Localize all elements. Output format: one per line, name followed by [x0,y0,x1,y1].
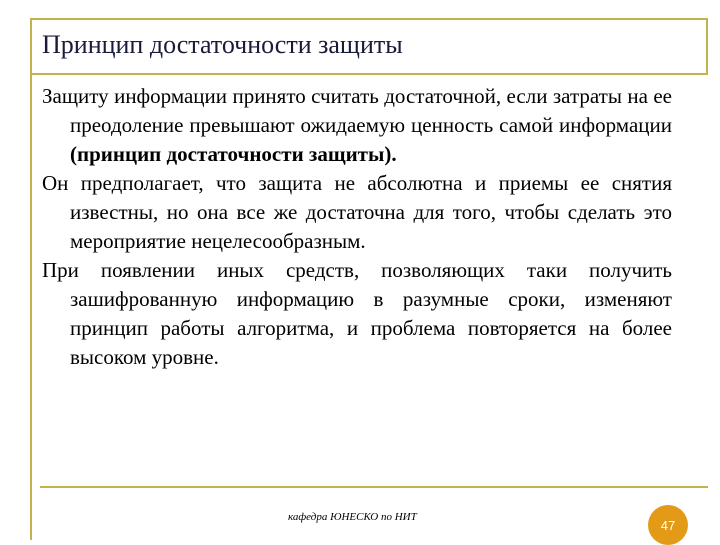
page-number-badge [648,505,688,545]
frame-right-line [706,18,708,74]
paragraph-bold-tail: . [391,142,397,166]
paragraph-new-means [42,256,672,372]
paragraph-bold-term: (принцип достаточности защиты) [70,142,392,166]
frame-left-line [30,18,32,540]
paragraph-text: При появлении иных средств, позволяющих таки получить зашифрованную информацию в разумные сроки, изменяют принцип работы алгоритма, и проблема повторяется на более высоком уровне. [42,258,672,369]
slide-title: Принцип достаточности защиты [42,30,403,59]
slide-body [42,82,672,372]
page-number: 47 [660,517,676,533]
paragraph-assumption [42,169,672,256]
footer-department: кафедра ЮНЕСКО по НИТ [288,511,417,523]
paragraph-sufficiency [42,82,672,169]
paragraph-text: Защиту информации принято считать достаточной, если затраты на ее преодоление превышают ожидаемую ценность самой информации [42,84,672,137]
paragraph-text: Он предполагает, что защита не абсолютна и приемы ее снятия известны, но она все же достаточна для того, чтобы сделать это мероприятие нецелесообразным. [42,171,672,253]
frame-top-line [30,18,708,20]
footer-divider [40,486,708,488]
title-divider [30,73,708,75]
